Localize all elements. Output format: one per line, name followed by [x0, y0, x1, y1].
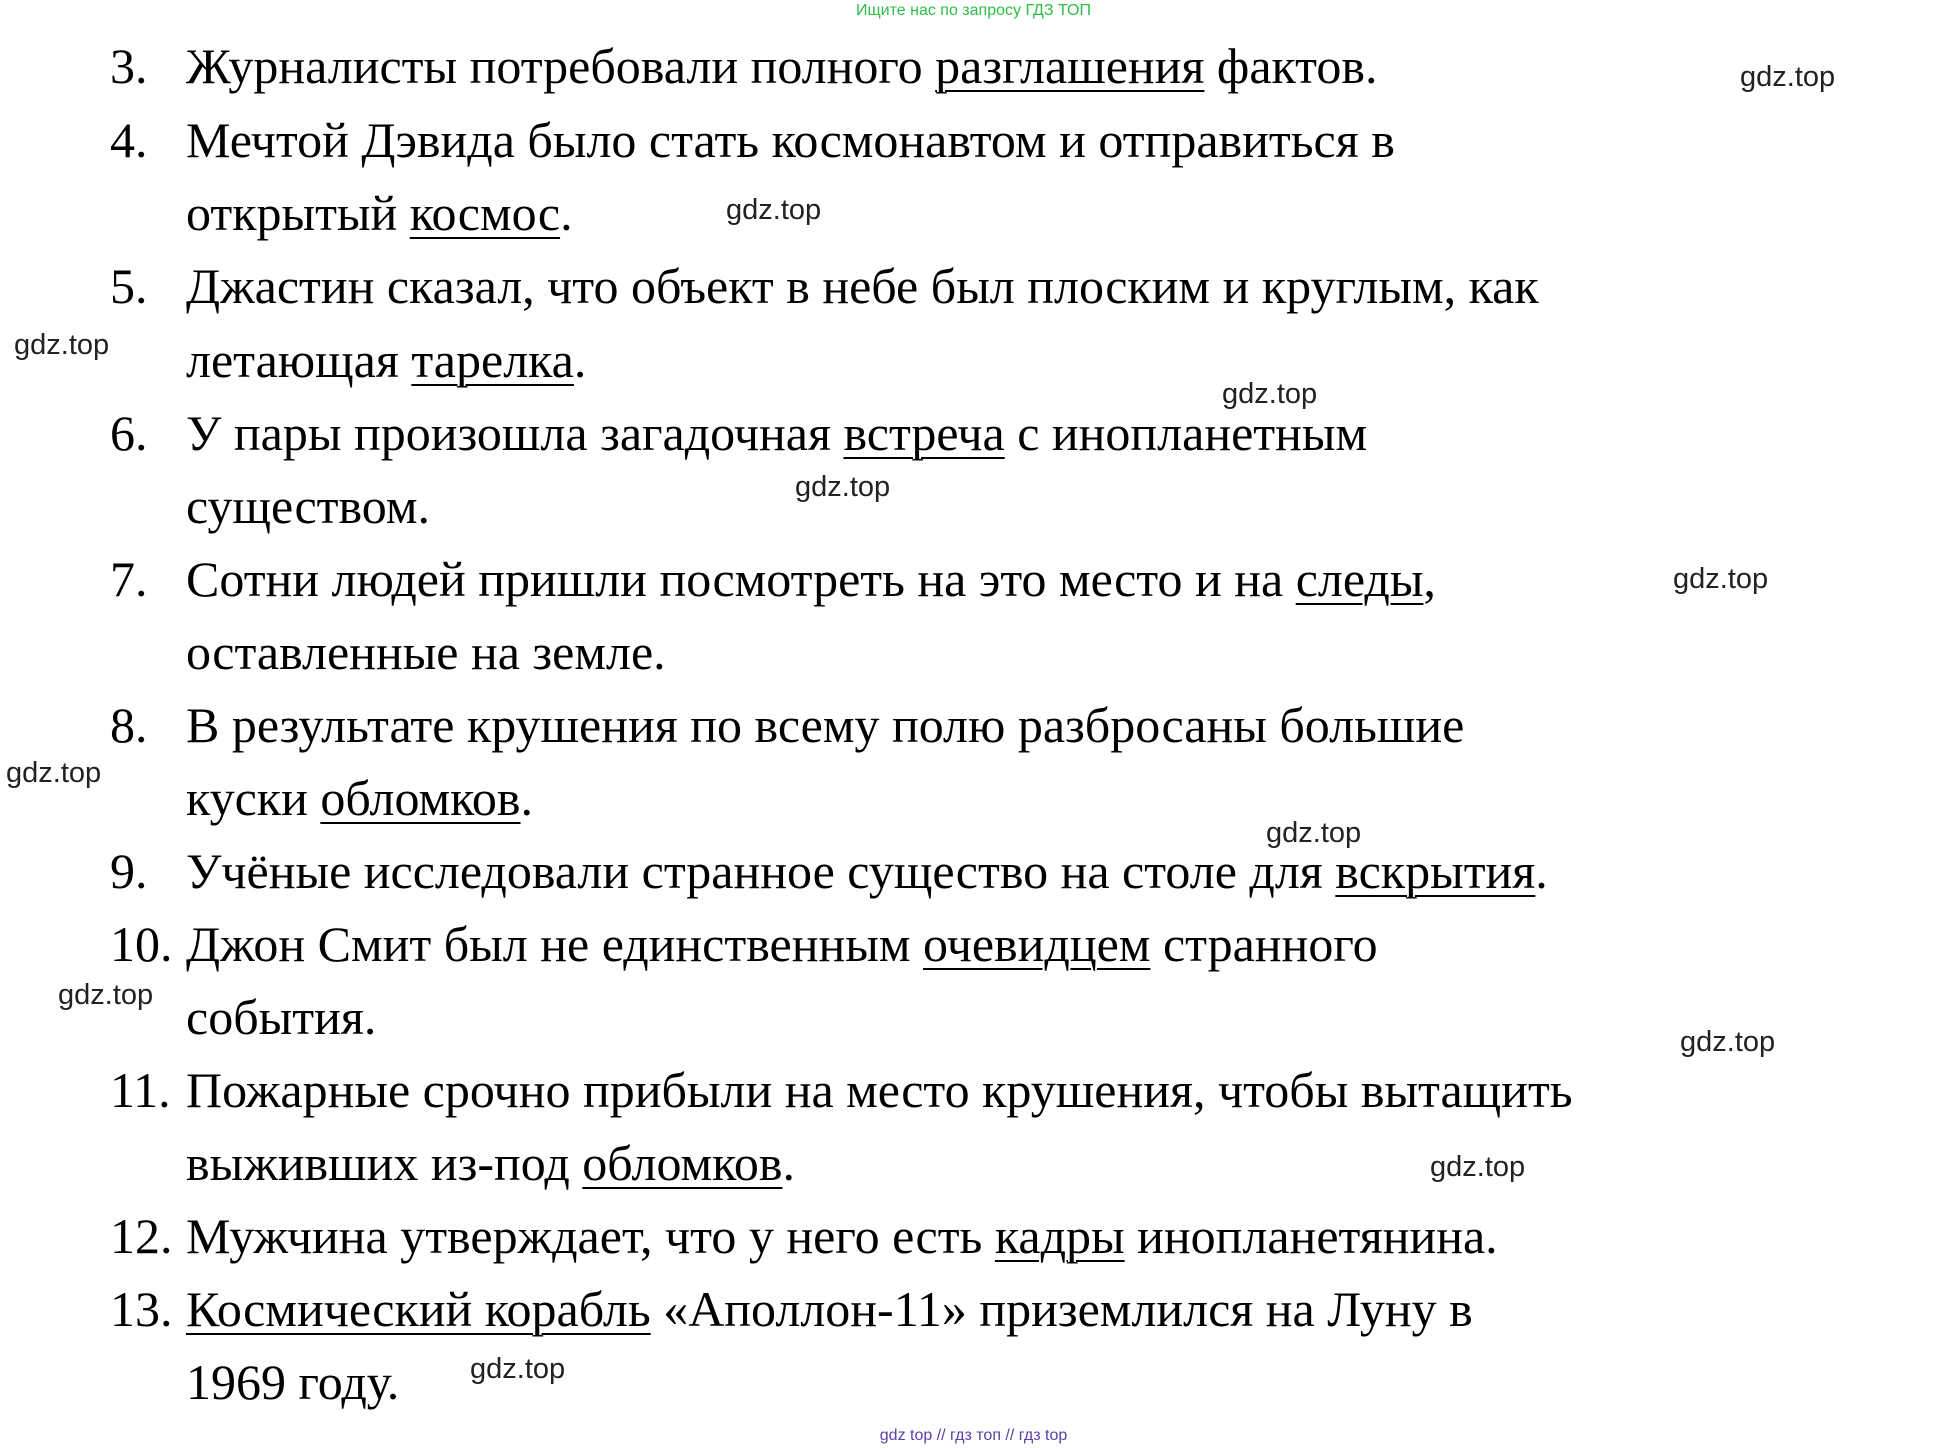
watermark: gdz.top — [726, 194, 822, 226]
watermark: gdz.top — [14, 329, 110, 361]
underlined-word: Космический корабль — [186, 1281, 651, 1337]
watermark: gdz.top — [6, 757, 102, 789]
underlined-word: обломков — [582, 1135, 783, 1191]
underlined-word: кадры — [994, 1208, 1125, 1264]
item-number: 8. — [110, 697, 148, 753]
underlined-word: тарелка — [411, 332, 574, 388]
header-note: Ищите нас по запросу ГДЗ ТОП — [856, 2, 1091, 19]
item-text: открытый космос. — [186, 185, 573, 241]
underlined-word: следы — [1295, 551, 1424, 607]
underlined-word: обломков — [320, 770, 521, 826]
watermark: gdz.top — [795, 471, 891, 503]
item-text: В результате крушения по всему полю разбросаны большие — [186, 697, 1465, 753]
underlined-word: вскрытия — [1335, 843, 1536, 899]
item-number: 6. — [110, 405, 148, 461]
item-number: 12. — [110, 1208, 173, 1264]
item-text: Космический корабль «Аполлон-11» приземлился на Луну в — [186, 1281, 1473, 1337]
item-number: 4. — [110, 112, 148, 168]
item-text: события. — [186, 989, 377, 1045]
item-text: выживших из-под обломков. — [186, 1135, 795, 1191]
item-number: 11. — [110, 1062, 171, 1118]
watermark: gdz.top — [1266, 817, 1362, 849]
item-text: существом. — [186, 478, 430, 534]
item-text: 1969 году. — [186, 1354, 400, 1410]
footer-note: gdz top // гдз топ // гдз top — [879, 1427, 1068, 1444]
item-text: У пары произошла загадочная встреча с инопланетным — [186, 405, 1368, 461]
item-text: Сотни людей пришли посмотреть на это место и на следы, — [186, 551, 1436, 607]
underlined-word: встреча — [843, 405, 1005, 461]
item-number: 13. — [110, 1281, 173, 1337]
item-text: Учёные исследовали странное существо на столе для вскрытия. — [186, 843, 1548, 899]
watermark: gdz.top — [1680, 1026, 1776, 1058]
watermark: gdz.top — [58, 979, 154, 1011]
item-text: Журналисты потребовали полного разглашения фактов. — [186, 38, 1378, 94]
item-number: 3. — [110, 38, 148, 94]
item-text: оставленные на земле. — [186, 624, 666, 680]
watermark: gdz.top — [470, 1353, 566, 1385]
watermark: gdz.top — [1673, 563, 1769, 595]
watermark: gdz.top — [1222, 378, 1318, 410]
underlined-word: космос — [409, 185, 561, 241]
item-number: 5. — [110, 258, 148, 314]
item-number: 7. — [110, 551, 148, 607]
item-text: летающая тарелка. — [186, 332, 587, 388]
item-text: куски обломков. — [186, 770, 534, 826]
watermark: gdz.top — [1740, 61, 1836, 93]
item-text: Пожарные срочно прибыли на место крушения, чтобы вытащить — [186, 1062, 1573, 1118]
underlined-word: разглашения — [935, 38, 1205, 94]
item-text: Мужчина утверждает, что у него есть кадры инопланетянина. — [186, 1208, 1498, 1264]
item-number: 10. — [110, 916, 173, 972]
watermark: gdz.top — [1430, 1151, 1526, 1183]
item-text: Джастин сказал, что объект в небе был плоским и круглым, как — [186, 258, 1539, 314]
item-text: Мечтой Дэвида было стать космонавтом и отправиться в — [186, 112, 1395, 168]
item-number: 9. — [110, 843, 148, 899]
underlined-word: очевидцем — [923, 916, 1151, 972]
item-text: Джон Смит был не единственным очевидцем странного — [186, 916, 1378, 972]
